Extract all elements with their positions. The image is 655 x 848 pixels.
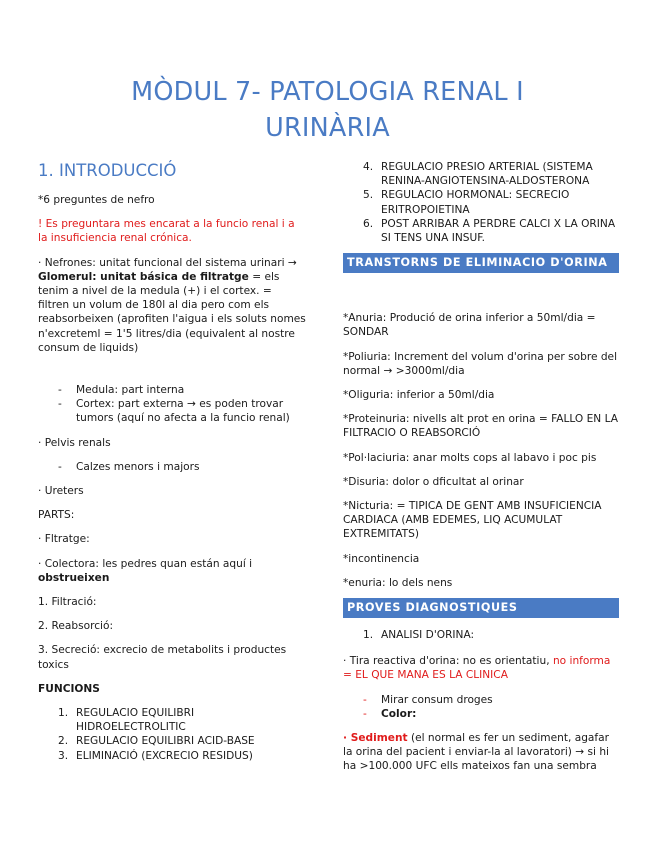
- funcions-heading: [38, 682, 306, 696]
- analisi-text: ANALISI D'ORINA:: [381, 629, 475, 642]
- title-line-2: URINÀRIA: [265, 113, 390, 143]
- func4-text: REGULACIO PRESIO ARTERIAL (SISTEMA RENINA-ANGIOTENSINA-ALDOSTERONA: [381, 161, 593, 188]
- disuria-line: *Disuria: dolor o dficultat al orinar: [343, 475, 524, 488]
- secrecio-line: 3. Secreció: excrecio de metabolits i productes toxics: [38, 644, 287, 671]
- number-marker: 2.: [58, 735, 69, 748]
- incontinencia-line: *incontinencia: [343, 552, 420, 565]
- calzes-text: Calzes menors i majors: [76, 460, 200, 473]
- func2-text: REGULACIO EQUILIBRI ACID-BASE: [76, 735, 255, 748]
- reabsorcio-line: 2. Reabsorció:: [38, 620, 114, 633]
- list-item-analisi: [343, 628, 619, 642]
- nefrones-paragraph: [38, 256, 306, 355]
- enuria-line: *enuria: lo dels nens: [343, 576, 453, 589]
- filtracio-line: 1. Filtració:: [38, 596, 97, 609]
- number-marker: 6.: [363, 217, 374, 230]
- list-item-cortex: [38, 397, 306, 425]
- list-item-func5: [343, 188, 619, 216]
- func6-text: POST ARRIBAR A PERDRE CALCI X LA ORINA SI TENS UNA INSUF.: [381, 217, 616, 245]
- funcions-label: FUNCIONS: [38, 682, 100, 695]
- list-item-color: [343, 707, 619, 721]
- section-band-eliminacio: TRANSTORNS DE ELIMINACIO D'ORINA: [343, 253, 619, 273]
- number-marker: 3.: [58, 749, 69, 762]
- title-line-1: MÒDUL 7- PATOLOGIA RENAL I: [131, 77, 524, 107]
- number-marker: 5.: [363, 189, 374, 202]
- list-item-func4: [343, 160, 619, 188]
- warning-note: ! Es preguntara mes encarat a la funcio renal i a la insuficiencia renal crónica.: [38, 218, 295, 245]
- oliguria-line: *Oliguria: inferior a 50ml/dia: [343, 389, 495, 402]
- section-band-proves: PROVES DIAGNOSTIQUES: [343, 598, 619, 618]
- anuria-line: *Anuria: Produció de orina inferior a 50ml/dia = SONDAR: [343, 312, 596, 339]
- list-item-calzes: [38, 460, 306, 474]
- page-title: [0, 74, 655, 146]
- dash-marker: -: [363, 707, 367, 720]
- colectora-bold: obstrueixen: [38, 571, 110, 584]
- list-item-func2: [38, 734, 306, 748]
- left-column: [38, 160, 306, 763]
- color-text: Color:: [381, 707, 417, 720]
- section-heading-introduccio: 1. INTRODUCCIÓ: [38, 161, 177, 180]
- list-item-medula: [38, 383, 306, 397]
- medula-text: Medula: part interna: [76, 384, 185, 397]
- pelvis-line: · Pelvis renals: [38, 436, 111, 449]
- list-item-mirar: [343, 693, 619, 707]
- sediment-paragraph: [343, 731, 619, 774]
- mirar-text: Mirar consum droges: [381, 693, 493, 706]
- func3-text: ELIMINACIÓ (EXCRECIO RESIDUS): [76, 749, 253, 762]
- list-item-func3: [38, 749, 306, 763]
- cortex-text: Cortex: part externa → es poden trovar tumors (aquí no afecta a la funcio renal): [76, 398, 290, 425]
- nicturia-line: *Nicturia: = TIPICA DE GENT AMB INSUFICIENCIA CARDIACA (AMB EDEMES, LIQ ACUMULAT EXTREMITATS): [343, 500, 602, 541]
- tira-red-text: no informa = EL QUE MANA ES LA CLINICA: [343, 655, 611, 682]
- colectora-text: · Colectora: les pedres quan están aquí i: [38, 557, 253, 570]
- dash-marker: -: [363, 693, 367, 706]
- number-marker: 1.: [58, 707, 69, 720]
- parts-line: PARTS:: [38, 509, 75, 522]
- colectora-line: [38, 557, 306, 585]
- nefrones-rest: = els tenim a nivel de la medula (+) i el cortex. = filtren un volum de 180l al dia pero com els reabsorbeixen (aprofiten l'aigua i els soluts nomes n'excreteml = 1'5 litres/dia (equivalent al nostre consum de liquids): [38, 270, 306, 354]
- dash-marker: -: [58, 384, 62, 397]
- filtratge-line: · Fltratge:: [38, 533, 90, 546]
- sediment-label: · Sediment: [343, 732, 408, 745]
- note-questions: *6 preguntes de nefro: [38, 194, 155, 206]
- func5-text: REGULACIO HORMONAL: SECRECIO ERITROPOIETINA: [381, 189, 570, 216]
- number-marker: 1.: [363, 629, 374, 642]
- glomerul-bold: Glomerul: unitat básica de filtratge: [38, 270, 249, 283]
- nefrones-text: · Nefrones: unitat funcional del sistema urinari →: [38, 256, 297, 269]
- ureters-line: · Ureters: [38, 485, 84, 498]
- tira-line: [343, 654, 619, 682]
- sediment-text: (el normal es fer un sediment, agafar la orina del pacient i enviar-la al lavoratori) → si hi ha >100.000 UFC ells mateixos fan una sembra: [343, 732, 609, 773]
- dash-marker: -: [58, 398, 62, 411]
- right-column: [343, 160, 619, 774]
- list-item-func1: [38, 706, 306, 734]
- poliuria-line: *Poliuria: Increment del volum d'orina per sobre del normal → >3000ml/dia: [343, 350, 618, 377]
- number-marker: 4.: [363, 161, 374, 173]
- tira-text: · Tira reactiva d'orina: no es orientatiu,: [343, 655, 553, 668]
- polaquiuria-line: *Pol·laciuria: anar molts cops al labavo i poc pis: [343, 451, 597, 464]
- proteinuria-line: *Proteinuria: nivells alt prot en orina = FALLO EN LA FILTRACIO O REABSORCIÓ: [343, 413, 618, 440]
- list-item-func6: [343, 217, 619, 245]
- func1-text: REGULACIO EQUILIBRI HIDROELECTROLITIC: [76, 707, 195, 734]
- dash-marker: -: [58, 460, 62, 473]
